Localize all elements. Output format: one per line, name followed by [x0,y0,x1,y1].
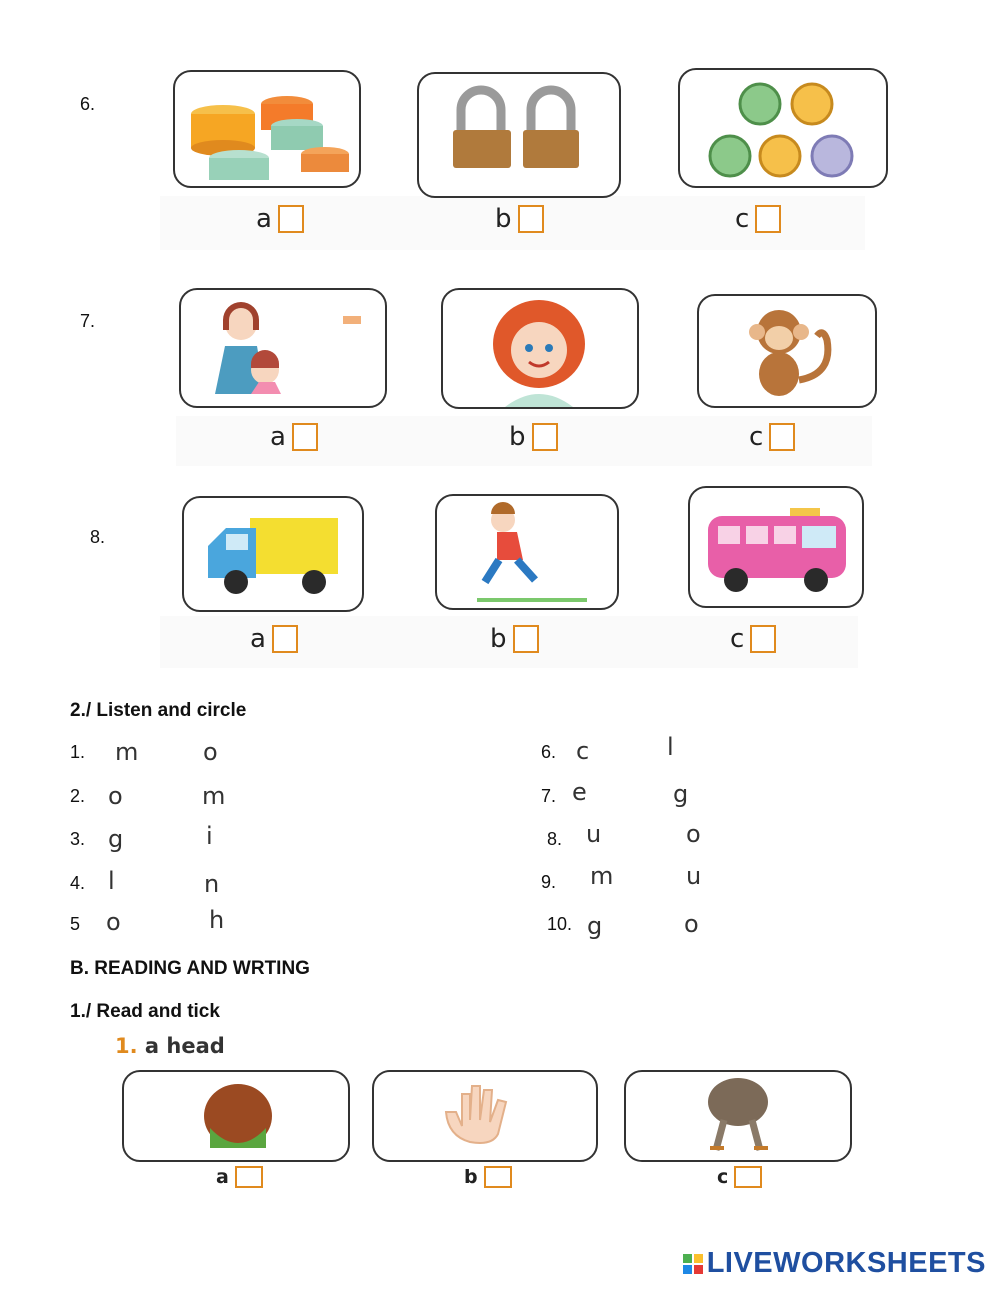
option-letter: b [495,204,512,234]
letter-choice[interactable]: u [686,862,702,890]
sub-heading: 1./ Read and tick [70,1001,220,1022]
truck-icon [184,498,362,610]
question-number: 7. [80,311,96,331]
item-number: 2. [70,786,86,806]
option-letter: a [256,204,272,234]
letter-choice[interactable]: e [572,778,587,806]
option-a[interactable] [256,204,304,234]
section-heading: 2./ Listen and circle [70,700,247,721]
tick-box[interactable] [755,205,781,233]
picture-card-a [179,288,387,408]
item-number: 7. [541,786,557,806]
picture-card-a [122,1070,350,1162]
letter-choice[interactable]: o [108,782,123,810]
option-letter: c [735,204,750,234]
tick-box[interactable] [513,625,539,653]
running-boy-icon [437,496,617,608]
letter-choice[interactable]: l [108,867,115,895]
letter-choice[interactable]: g [108,825,124,853]
option-b[interactable] [495,204,544,234]
letter-choice[interactable]: n [204,870,220,898]
picture-card-c [688,486,864,608]
bus-icon [690,488,862,606]
item-number: 9. [541,872,557,892]
picture-card-a [182,496,364,612]
letter-choice[interactable]: o [686,820,701,848]
letter-choice[interactable]: m [202,782,226,810]
option-a[interactable] [250,624,298,654]
logo-text: LIVEWORKSHEETS [706,1247,986,1279]
letter-choice[interactable]: c [576,737,590,765]
tick-box[interactable] [750,625,776,653]
padlocks-icon [419,74,619,196]
tick-box[interactable] [272,625,298,653]
letter-choice[interactable]: g [673,780,689,808]
picture-card-c [624,1070,852,1162]
option-a[interactable] [270,422,318,452]
letter-choice[interactable]: m [590,862,614,890]
option-c[interactable] [749,422,795,452]
option-letter: c [749,422,764,452]
question-number: 8. [90,527,106,547]
option-b[interactable] [509,422,558,452]
item-number: 1. [70,742,86,762]
picture-card-a [173,70,361,188]
head-icon [124,1072,348,1160]
picture-card-b [372,1070,598,1162]
item-number: 4. [70,873,86,893]
picture-card-b [441,288,639,409]
option-c[interactable] [730,624,776,654]
tick-box[interactable] [532,423,558,451]
tick-box[interactable] [734,1166,762,1188]
option-letter: a [270,422,286,452]
option-letter: b [509,422,526,452]
letter-choice[interactable]: g [587,912,603,940]
picture-card-b [417,72,621,198]
tick-box[interactable] [484,1166,512,1188]
read-item-text: a head [144,1034,225,1058]
letter-choice[interactable]: i [206,822,213,850]
option-letter: a [216,1166,229,1188]
alarm-clocks-icon [680,70,886,186]
letter-choice[interactable]: l [667,733,674,761]
option-b[interactable] [464,1166,512,1188]
liveworksheets-logo[interactable] [683,1247,986,1280]
letter-choice[interactable]: o [203,738,218,766]
read-item [115,1034,225,1058]
letter-choice[interactable]: o [106,908,121,936]
tick-box[interactable] [518,205,544,233]
item-number: 8. [547,829,563,849]
bird-legs-icon [626,1072,850,1160]
letter-choice[interactable]: m [115,738,139,766]
picture-card-c [678,68,888,188]
girl-icon [443,290,637,407]
item-number: 3. [70,829,86,849]
letter-choice[interactable]: h [209,906,225,934]
question-number: 6. [80,94,96,114]
logo-mark-icon [683,1254,703,1274]
letter-choice[interactable]: u [586,820,602,848]
tick-box[interactable] [278,205,304,233]
option-letter: c [730,624,745,654]
pots-icon [175,72,359,186]
picture-card-b [435,494,619,610]
section-heading: B. READING AND WRTING [70,958,310,979]
tick-box[interactable] [235,1166,263,1188]
hand-icon [374,1072,596,1160]
option-letter: b [464,1166,478,1188]
letter-choice[interactable]: o [684,910,699,938]
monkey-icon [699,296,875,406]
read-item-number: 1. [115,1034,138,1058]
picture-card-c [697,294,877,408]
option-c[interactable] [717,1166,762,1188]
option-letter: a [250,624,266,654]
option-letter: b [490,624,507,654]
tick-box[interactable] [769,423,795,451]
item-number: 5 [70,914,81,934]
option-b[interactable] [490,624,539,654]
option-a[interactable] [216,1166,263,1188]
mother-and-child-icon [181,290,385,406]
option-letter: c [717,1166,729,1188]
item-number: 10. [547,914,573,934]
option-c[interactable] [735,204,781,234]
item-number: 6. [541,742,557,762]
tick-box[interactable] [292,423,318,451]
